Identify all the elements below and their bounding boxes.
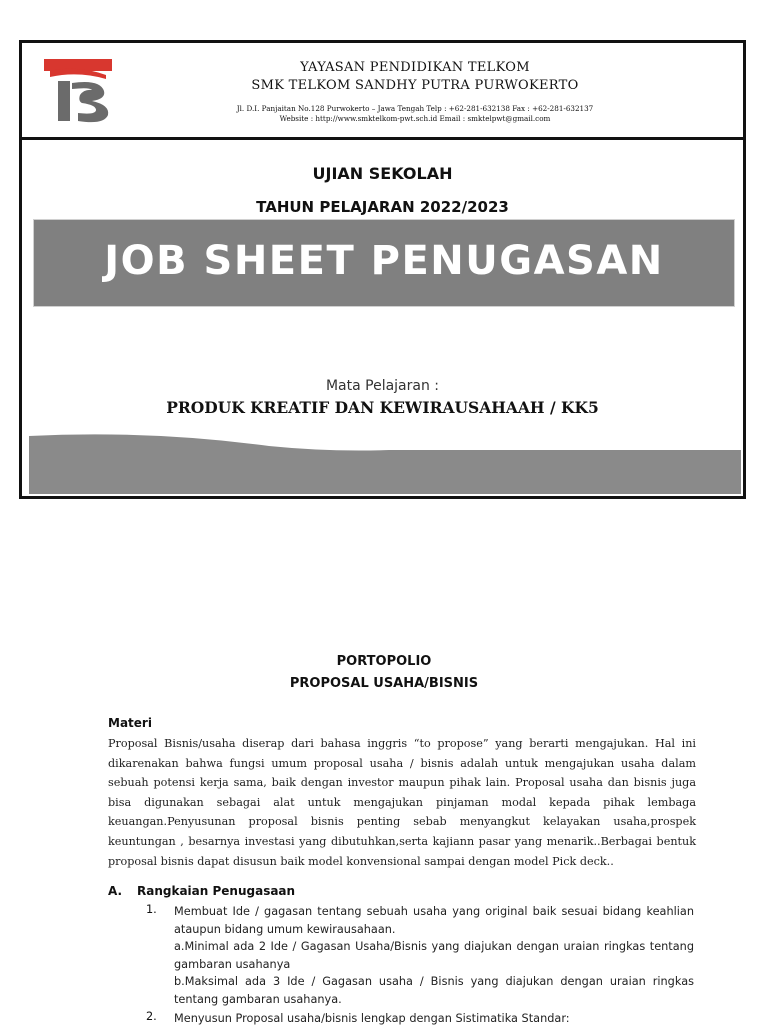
materi-paragraph: Proposal Bisnis/usaha diserap dari bahasa inggris “to propose” yang berarti mengajukan. Hal ini dikarenakan bahwa fungsi umum proposal usaha / bisnis adalah untuk mengajukan usaha dalam sebuah potensi kerja sama, baik dengan investor maupun pihak lain. Proposal usaha dan bisnis juga bisa digunakan sebagai alat untuk mengajukan pinjaman modal kepada pihak lembaga keuangan.Penyusunan proposal bisnis penting sebab menyangkut kelayakan usaha,prospek keuntungan , besarnya investasi yang dibutuhkan,serta kajiann pasar yang menarik..Berbagai bentuk proposal bisnis dapat disusun baik model konvensional sampai dengan model Pick deck.. xyxy=(108,737,696,868)
school-address: Jl. D.I. Panjaitan No.128 Purwokerto – Jawa Tengah Telp : +62-281-632138 Fax : +62-281-632137 xyxy=(236,104,594,113)
foundation-name: YAYASAN PENDIDIKAN TELKOM xyxy=(300,60,530,75)
list-item: Membuat Ide / gagasan tentang sebuah usaha yang original baik sesuai bidang keahlian ataupun bidang umum kewirausahaan. xyxy=(174,905,694,936)
list-subitem: a.Minimal ada 2 Ide / Gagasan Usaha/Bisnis yang diajukan dengan uraian ringkas tentang gambaran usahanya xyxy=(174,940,694,971)
list-item: Menyusun Proposal usaha/bisnis lengkap dengan Sistimatika Standar: xyxy=(174,1012,570,1025)
list-item-number: 1. xyxy=(146,903,157,916)
doc-heading: PORTOPOLIO xyxy=(336,654,432,669)
materi-label: Materi xyxy=(108,716,152,730)
subject-label: Mata Pelajaran : xyxy=(325,378,440,394)
exam-title: UJIAN SEKOLAH xyxy=(312,164,453,183)
doc-subheading: PROPOSAL USAHA/BISNIS xyxy=(289,676,479,691)
subject-name: PRODUK KREATIF DAN KEWIRAUSAHAAH / KK5 xyxy=(166,398,599,417)
job-sheet-title: JOB SHEET PENUGASAN xyxy=(104,238,664,284)
section-title: Rangkaian Penugasaan xyxy=(137,884,296,898)
list-subitem: b.Maksimal ada 3 Ide / Gagasan usaha / Bisnis yang diajukan dengan uraian ringkas tentang gambaran usahanya. xyxy=(174,975,694,1006)
academic-year: TAHUN PELAJARAN 2022/2023 xyxy=(256,198,509,216)
list-item-number: 2. xyxy=(146,1010,157,1023)
section-letter: A. xyxy=(108,884,123,898)
header-divider xyxy=(19,137,746,140)
school-logo-icon xyxy=(42,55,118,125)
decorative-wave xyxy=(29,432,741,494)
school-name: SMK TELKOM SANDHY PUTRA PURWOKERTO xyxy=(251,78,579,93)
school-website: Website : http://www.smktelkom-pwt.sch.id Email : smktelpwt@gmail.com xyxy=(279,114,551,123)
